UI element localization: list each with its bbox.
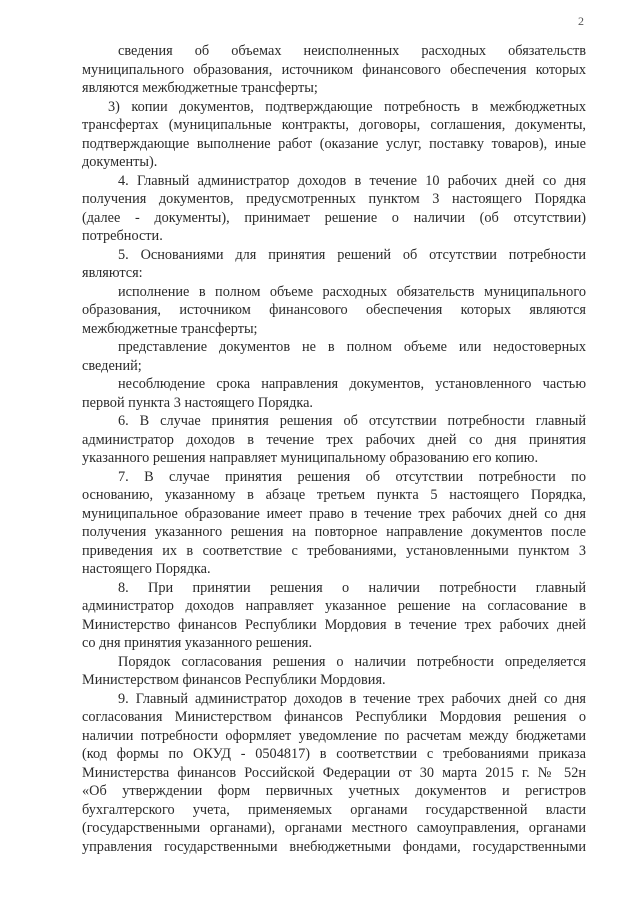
text-line: настоящего Порядка. <box>82 561 211 577</box>
text-line: Министерство финансов Республики Мордовия в течение трех рабочих дней <box>82 616 586 633</box>
page-number: 2 <box>578 14 584 28</box>
text-line: Министерством финансов Республики Мордовия. <box>82 672 386 688</box>
text-line: указанного решения направляет муниципальному образованию его копию. <box>82 450 539 466</box>
text-line: (государственными органами), органами местного самоуправления, органами <box>82 820 586 836</box>
text-line: сведений; <box>82 357 142 374</box>
text-line: 3) копии документов, подтверждающие потребность в межбюджетных <box>108 98 586 115</box>
text-line: 6. В случае принятия решения об отсутствии потребности главный <box>118 413 586 429</box>
text-line: администратор доходов направляет указанное решение на согласование в <box>82 598 586 614</box>
text-line: Порядок согласования решения о наличии потребности определяется <box>118 653 586 670</box>
text-line: согласования Министерством финансов Республики Мордовия решения о <box>82 709 586 725</box>
text-line: наличии потребности оформляет уведомление по расчетам между бюджетами <box>82 727 586 744</box>
text-line: образования, источником финансового обеспечения которых являются <box>82 302 586 318</box>
text-line: Министерства финансов Российской Федерации от 30 марта 2015 г. № 52н <box>82 764 586 781</box>
text-line: потребности. <box>82 228 163 244</box>
text-line: (код формы по ОКУД - 0504817) в соответствии с требованиями приказа <box>82 746 586 762</box>
text-line: несоблюдение срока направления документов, установленного частью <box>118 376 586 392</box>
text-line: администратор доходов в течение трех рабочих дней со дня принятия <box>82 431 586 448</box>
text-line: основанию, указанному в абзаце третьем пункта 5 настоящего Порядка, <box>82 487 586 503</box>
text-line: 8. При принятии решения о наличии потребности главный <box>118 579 586 596</box>
text-line: 7. В случае принятия решения об отсутствии потребности по <box>118 468 586 485</box>
text-line: управления государственными внебюджетными фондами, государственными <box>82 838 586 855</box>
text-line: межбюджетные трансферты; <box>82 320 258 337</box>
text-line: документы). <box>82 154 158 170</box>
text-line: получения документов, предусмотренных пунктом 3 настоящего Порядка <box>82 191 586 207</box>
text-line: 4. Главный администратор доходов в течение 10 рабочих дней со дня <box>118 172 586 189</box>
text-line: исполнение в полном объеме расходных обязательств муниципального <box>118 283 586 300</box>
text-line: муниципальное образование имеет право в течение трех рабочих дней со дня <box>82 505 586 522</box>
text-line: являются: <box>82 265 143 281</box>
text-line: сведения об объемах неисполненных расходных обязательств <box>118 43 586 59</box>
text-line: 5. Основаниями для принятия решений об отсутствии потребности <box>118 246 586 263</box>
text-line: получения указанного решения на повторное направление документов после <box>82 524 586 540</box>
text-line: «Об утверждении форм первичных учетных документов и регистров <box>82 783 586 799</box>
text-line: первой пункта 3 настоящего Порядка. <box>82 394 314 411</box>
text-line: муниципального образования, источником финансового обеспечения которых <box>82 61 586 78</box>
text-line: 9. Главный администратор доходов в течение трех рабочих дней со дня <box>118 690 586 707</box>
text-line: подтверждающие выполнение работ (оказание услуг, поставку товаров), иные <box>82 135 586 152</box>
text-line: являются межбюджетные трансферты; <box>82 80 318 96</box>
text-line: бухгалтерского учета, применяемых органами государственной власти <box>82 801 586 818</box>
text-line: приведения их в соответствие с требованиями, установленными пунктом 3 <box>82 542 586 559</box>
text-line: со дня принятия указанного решения. <box>82 635 313 651</box>
text-line: трансфертах (муниципальные контракты, договоры, соглашения, документы, <box>82 117 586 133</box>
text-line: представление документов не в полном объеме или недостоверных <box>118 339 586 355</box>
document-body <box>82 42 586 856</box>
text-line: (далее - документы), принимает решение о наличии (об отсутствии) <box>82 209 586 226</box>
